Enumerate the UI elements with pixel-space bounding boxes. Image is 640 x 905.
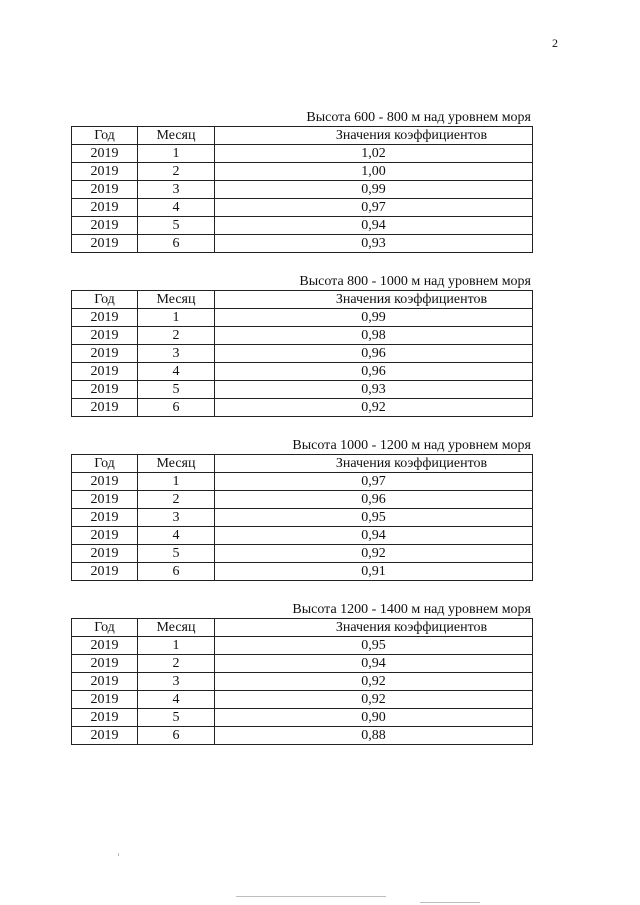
cell-value: 0,98	[215, 327, 533, 345]
table-row	[72, 199, 533, 217]
cell-month: 5	[138, 217, 215, 235]
table-row	[72, 637, 533, 655]
coefficients-table	[71, 290, 533, 417]
cell-year: 2019	[72, 235, 138, 253]
cell-year: 2019	[72, 673, 138, 691]
cell-month: 5	[138, 545, 215, 563]
cell-value: 0,94	[215, 655, 533, 673]
cell-month: 1	[138, 309, 215, 327]
table-row	[72, 527, 533, 545]
cell-year: 2019	[72, 709, 138, 727]
cell-year: 2019	[72, 181, 138, 199]
table-row	[72, 181, 533, 199]
cell-month: 3	[138, 673, 215, 691]
header-year: Год	[72, 455, 138, 473]
cell-value: 0,96	[215, 363, 533, 381]
block-title: Высота 1200 - 1400 м над уровнем моря	[292, 602, 531, 617]
table-row	[72, 399, 533, 417]
table-row	[72, 691, 533, 709]
block-title: Высота 600 - 800 м над уровнем моря	[306, 110, 531, 125]
scan-artifact-line	[420, 902, 480, 903]
table-row	[72, 473, 533, 491]
coefficients-table	[71, 454, 533, 581]
cell-month: 2	[138, 655, 215, 673]
table-row	[72, 345, 533, 363]
cell-month: 6	[138, 235, 215, 253]
table-row	[72, 727, 533, 745]
table-header-row	[72, 455, 533, 473]
cell-month: 3	[138, 181, 215, 199]
altitude-block-600-800	[71, 110, 532, 253]
header-month: Месяц	[138, 291, 215, 309]
table-row	[72, 145, 533, 163]
header-month: Месяц	[138, 127, 215, 145]
cell-value: 0,97	[215, 473, 533, 491]
cell-month: 2	[138, 327, 215, 345]
cell-value: 0,91	[215, 563, 533, 581]
cell-value: 0,99	[215, 181, 533, 199]
table-row	[72, 363, 533, 381]
table-row	[72, 563, 533, 581]
cell-value: 0,92	[215, 673, 533, 691]
table-row	[72, 509, 533, 527]
altitude-block-1000-1200	[71, 438, 532, 581]
cell-month: 4	[138, 691, 215, 709]
cell-year: 2019	[72, 545, 138, 563]
header-month: Месяц	[138, 455, 215, 473]
cell-month: 4	[138, 363, 215, 381]
cell-year: 2019	[72, 217, 138, 235]
cell-value: 0,97	[215, 199, 533, 217]
cell-month: 6	[138, 563, 215, 581]
cell-month: 3	[138, 509, 215, 527]
cell-value: 0,90	[215, 709, 533, 727]
cell-year: 2019	[72, 381, 138, 399]
cell-year: 2019	[72, 163, 138, 181]
altitude-block-800-1000	[71, 274, 532, 417]
cell-year: 2019	[72, 637, 138, 655]
block-title: Высота 1000 - 1200 м над уровнем моря	[292, 438, 531, 453]
cell-month: 3	[138, 345, 215, 363]
cell-month: 1	[138, 145, 215, 163]
cell-value: 0,99	[215, 309, 533, 327]
cell-year: 2019	[72, 363, 138, 381]
cell-year: 2019	[72, 345, 138, 363]
cell-month: 4	[138, 527, 215, 545]
cell-year: 2019	[72, 727, 138, 745]
table-row	[72, 309, 533, 327]
header-value: Значения коэффициентов	[215, 455, 533, 473]
cell-year: 2019	[72, 145, 138, 163]
cell-year: 2019	[72, 399, 138, 417]
header-year: Год	[72, 291, 138, 309]
cell-value: 0,92	[215, 691, 533, 709]
cell-value: 0,93	[215, 235, 533, 253]
cell-year: 2019	[72, 473, 138, 491]
coefficients-table	[71, 618, 533, 745]
header-value: Значения коэффициентов	[215, 291, 533, 309]
table-header-row	[72, 127, 533, 145]
cell-month: 2	[138, 491, 215, 509]
cell-value: 1,02	[215, 145, 533, 163]
table-row	[72, 217, 533, 235]
cell-value: 0,95	[215, 637, 533, 655]
table-row	[72, 673, 533, 691]
cell-value: 0,93	[215, 381, 533, 399]
table-header-row	[72, 291, 533, 309]
table-header-row	[72, 619, 533, 637]
cell-year: 2019	[72, 655, 138, 673]
cell-month: 1	[138, 473, 215, 491]
cell-year: 2019	[72, 563, 138, 581]
page-number: 2	[552, 36, 558, 50]
cell-month: 4	[138, 199, 215, 217]
cell-year: 2019	[72, 491, 138, 509]
cell-value: 0,94	[215, 527, 533, 545]
cell-value: 0,94	[215, 217, 533, 235]
header-value: Значения коэффициентов	[215, 127, 533, 145]
header-month: Месяц	[138, 619, 215, 637]
header-value: Значения коэффициентов	[215, 619, 533, 637]
header-year: Год	[72, 619, 138, 637]
cell-value: 0,95	[215, 509, 533, 527]
scan-artifact-dot	[118, 853, 119, 856]
cell-year: 2019	[72, 327, 138, 345]
cell-value: 0,96	[215, 345, 533, 363]
cell-year: 2019	[72, 199, 138, 217]
table-row	[72, 163, 533, 181]
altitude-block-1200-1400	[71, 602, 532, 745]
cell-month: 6	[138, 727, 215, 745]
table-row	[72, 235, 533, 253]
table-row	[72, 709, 533, 727]
cell-month: 1	[138, 637, 215, 655]
cell-value: 0,96	[215, 491, 533, 509]
cell-year: 2019	[72, 691, 138, 709]
table-row	[72, 491, 533, 509]
coefficients-table	[71, 126, 533, 253]
table-row	[72, 545, 533, 563]
cell-value: 0,88	[215, 727, 533, 745]
cell-month: 5	[138, 709, 215, 727]
header-year: Год	[72, 127, 138, 145]
cell-year: 2019	[72, 309, 138, 327]
table-row	[72, 327, 533, 345]
scan-artifact-line	[236, 896, 386, 897]
cell-value: 0,92	[215, 399, 533, 417]
cell-year: 2019	[72, 527, 138, 545]
block-title: Высота 800 - 1000 м над уровнем моря	[299, 274, 531, 289]
cell-value: 1,00	[215, 163, 533, 181]
table-row	[72, 381, 533, 399]
cell-month: 2	[138, 163, 215, 181]
cell-month: 5	[138, 381, 215, 399]
table-row	[72, 655, 533, 673]
cell-value: 0,92	[215, 545, 533, 563]
cell-year: 2019	[72, 509, 138, 527]
cell-month: 6	[138, 399, 215, 417]
